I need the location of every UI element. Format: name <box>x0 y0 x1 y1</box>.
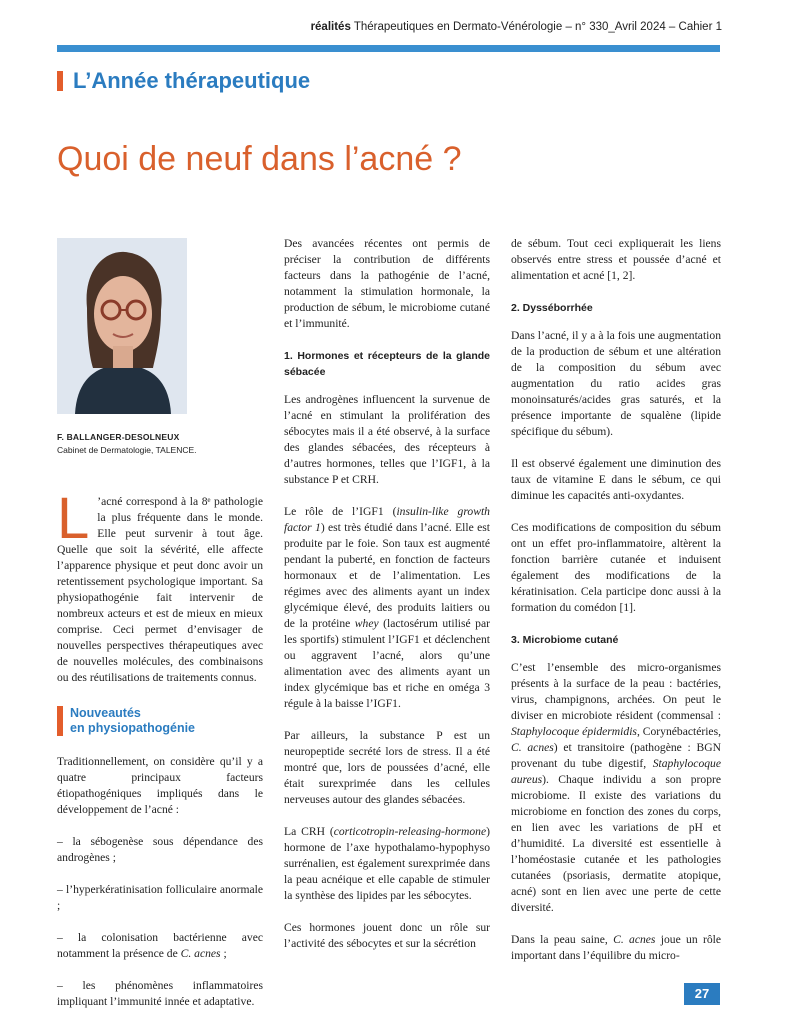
author-photo <box>57 238 187 414</box>
section-heading: 1. Hormones et récepteurs de la glande sébacée <box>284 350 490 378</box>
section-heading: 2. Dysséborrhée <box>511 302 593 314</box>
header-rule <box>57 45 720 52</box>
paragraph: de sébum. Tout ceci expliquerait les liens observés entre stress et poussée d’acné et alimentation et acné [1, 2]. <box>511 237 721 282</box>
section-label <box>57 68 310 94</box>
paragraph: Traditionnellement, on considère qu’il y a quatre principaux facteurs étiopathogéniques impliqués dans le développement de l’acné : <box>57 755 263 816</box>
section-label-text: L’Année thérapeutique <box>73 68 311 93</box>
text: ) hormone de l’axe hypothalamo-hypophyso surrénalien, est également surexprimée dans la peau acnéique et elle capable de stimuler la synthèse des lipides par les sébocytes. <box>284 825 490 902</box>
text: joue un rôle important dans l’équilibre du micro- <box>511 933 721 962</box>
paragraph: Par ailleurs, la substance P est un neuropeptide secrété lors de stress. Il a été montré que, lors de poussées d’acné, elle était surexprimée dans les cellules nerveuses autour des glandes sébacées. <box>284 729 490 806</box>
list-item: – l’hyperkératinisation folliculaire anormale ; <box>57 883 263 912</box>
paragraph <box>284 824 490 904</box>
intro-paragraph <box>57 486 263 686</box>
author-block <box>57 432 197 455</box>
italic-term: insulin-like growth factor 1 <box>284 505 490 534</box>
page-number: 27 <box>684 983 720 1005</box>
list-text: ; <box>220 947 227 960</box>
journal-issue: Thérapeutiques en Dermato-Vénérologie – n° 330_Avril 2024 – Cahier 1 <box>353 21 722 33</box>
list-item <box>57 930 263 962</box>
drop-cap: L <box>57 486 90 551</box>
text: ). Chaque individu a son propre microbiome. Il existe des variations du microbiome en fonction des zones du corps, en lien avec les variations de pH et d’humidité. La diversité est essentielle à l’homéostasie cutanée et les pathologies cutanées (psoriasis, dermatite atopique, acné) sont en lien avec une perte de cette diversité. <box>511 773 721 914</box>
paragraph: Dans l’acné, il y a à la fois une augmentation de la production de sébum et une altération de la composition du sébum avec augmentation du ratio acides gras monoinsaturés/acides gras saturés, et la présence importante de squalène (lipide spécifique du sébum). <box>511 329 721 438</box>
article-title: Quoi de neuf dans l’acné ? <box>57 140 462 178</box>
list-text: – la colonisation bactérienne avec notamment la présence de <box>57 931 263 960</box>
list-item: – les phénomènes inflammatoires impliquant l’immunité innée et adaptative. <box>57 979 263 1008</box>
paragraph: Il est observé également une diminution des taux de vitamine E dans le sébum, ce qui diminue les capacités anti-oxydantes. <box>511 457 721 502</box>
paragraph: Ces modifications de composition du sébum ont un effet pro-inflammatoire, altèrent la fonction barrière cutanée et induisent également des modifications de la kératinisation. Cela participe donc aussi à la formation du comédon [1]. <box>511 521 721 614</box>
subheading-marker <box>57 706 63 736</box>
subheading <box>57 706 263 736</box>
paragraph: Les androgènes influencent la survenue de l’acné en stimulant la prolifération des sébocytes mais il a été observé, à la surface des glandes sébacées, des récepteurs à d’autres hormones, telles que l’IGF1, à la substance P et CRH. <box>284 393 490 486</box>
text: Dans la peau saine, <box>511 933 614 946</box>
italic-term: Staphylocoque épidermidis <box>511 725 637 738</box>
section-heading: 3. Microbiome cutané <box>511 634 619 646</box>
text: C’est l’ensemble des micro-organismes présents à la surface de la peau : bactéries, virus, champignons, archées. On peut le diviser en microbiote résident (commensal : <box>511 661 721 722</box>
column-2 <box>284 236 490 968</box>
italic-term: whey <box>354 617 379 630</box>
subheading-line-2: en physiopathogénie <box>70 721 196 735</box>
text: , Corynébactéries, <box>636 725 721 738</box>
text: ) et transitoire (pathogène : BGN provenant du tube digestif, <box>511 741 721 770</box>
italic-term: Staphylocoque aureus <box>511 757 721 786</box>
list-item: – la sébogenèse sous dépendance des androgènes ; <box>57 835 263 864</box>
italic-term: C. acnes <box>511 741 554 754</box>
paragraph: Des avancées récentes ont permis de préciser la contribution de différents facteurs dans la pathogénie de l’acné, notamment la stimulation hormonale, la production de sébum, le microbiome cutané et l’immunité. <box>284 237 490 330</box>
paragraph <box>511 660 721 916</box>
text: La CRH ( <box>284 825 334 838</box>
column-3 <box>511 236 721 980</box>
italic-term: C. acnes <box>180 947 221 960</box>
text: ) est très étudié dans l’acné. Elle est produite par le foie. Son taux est augmenté pendant la puberté, en fonction de facteurs hormonaux et de l’alimentation. Les régimes avec des aliments ayant un index glycémique élevé, des produits laitiers ou de la protéine <box>284 521 490 630</box>
italic-term: C. acnes <box>613 933 656 946</box>
journal-brand: réalités <box>310 21 351 33</box>
paragraph <box>284 504 490 712</box>
column-1 <box>57 486 263 1026</box>
running-header <box>311 21 722 33</box>
author-name: F. BALLANGER-DESOLNEUX <box>57 432 180 442</box>
text: (lactosérum utilisé par les sportifs) stimulent l’IGF1 et déclenchent ou aggravent l’acné, alors qu’une alimentation avec des aliments ayant un index glycémique bas et riche en oméga 3 régule à la baisse l’IGF1. <box>284 617 490 710</box>
text: Le rôle de l’IGF1 ( <box>284 505 397 518</box>
section-marker <box>57 71 63 91</box>
subheading-text <box>70 706 195 736</box>
paragraph: Ces hormones jouent donc un rôle sur l’activité des sébocytes et sur la sécrétion <box>284 921 490 950</box>
author-affiliation: Cabinet de Dermatologie, TALENCE. <box>57 445 197 455</box>
paragraph <box>511 932 721 964</box>
italic-term: corticotropin-releasing-hormone <box>333 825 487 838</box>
subheading-line-1: Nouveautés <box>70 706 141 720</box>
intro-text: ’acné correspond à la 8ᵉ pathologie la plus fréquente dans le monde. Elle peut survenir à tout âge. Quelle que soit la sévérité, elle affecte l’apparence physique et peut donc avoir un retentissement psychologique important. Sa physiopathogénie fait intervenir de nombreux acteurs et est de mieux en mieux comprise. Ceci permet d’envisager de nouvelles perspectives thérapeutiques avec de nouvelles molécules, des combinaisons ou des réutilisations de traitements connus. <box>57 495 263 684</box>
